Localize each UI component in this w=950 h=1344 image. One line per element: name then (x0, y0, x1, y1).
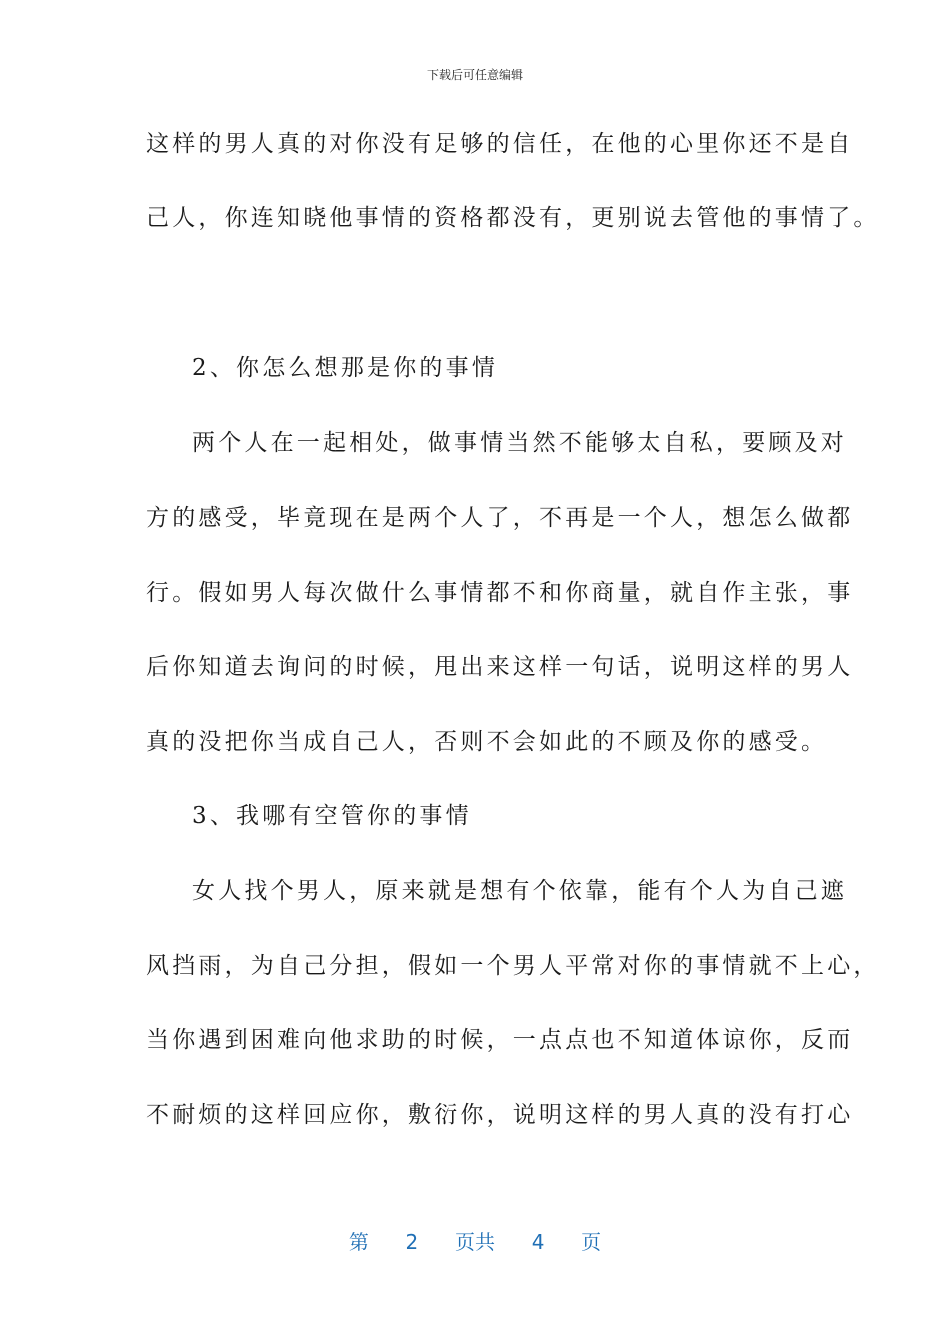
body-line: 两个人在一起相处，做事情当然不能够太自私，要顾及对 (192, 430, 847, 456)
body-line: 后你知道去询问的时候，甩出来这样一句话，说明这样的男人 (146, 654, 854, 680)
body-line: 真的没把你当成自己人，否则不会如此的不顾及你的感受。 (146, 729, 828, 755)
body-line: 己人，你连知晓他事情的资格都没有，更别说去管他的事情了。 (146, 205, 880, 231)
page-footer (0, 1226, 950, 1255)
body-line: 当你遇到困难向他求助的时候，一点点也不知道体谅你，反而 (146, 1027, 854, 1053)
body-line: 风挡雨，为自己分担，假如一个男人平常对你的事情就不上心， (146, 953, 880, 979)
body-line: 方的感受，毕竟现在是两个人了，不再是一个人，想怎么做都 (146, 505, 854, 531)
page-suffix: 页 (581, 1230, 602, 1254)
total-pages: 4 (531, 1230, 545, 1254)
body-line: 不耐烦的这样回应你，敷衍你，说明这样的男人真的没有打心 (146, 1102, 854, 1128)
section-heading: 2、你怎么想那是你的事情 (192, 355, 499, 381)
page-label: 第 (348, 1230, 369, 1254)
page-number: 2 (405, 1230, 419, 1254)
body-line: 这样的男人真的对你没有足够的信任，在他的心里你还不是自 (146, 131, 854, 157)
body-line: 行。假如男人每次做什么事情都不和你商量，就自作主张，事 (146, 580, 854, 606)
section-heading: 3、我哪有空管你的事情 (192, 803, 472, 829)
page-of-label: 页共 (455, 1230, 495, 1254)
page-header: 下载后可任意编辑 (426, 68, 523, 82)
body-line: 女人找个男人，原来就是想有个依靠，能有个人为自己遮 (192, 878, 847, 904)
